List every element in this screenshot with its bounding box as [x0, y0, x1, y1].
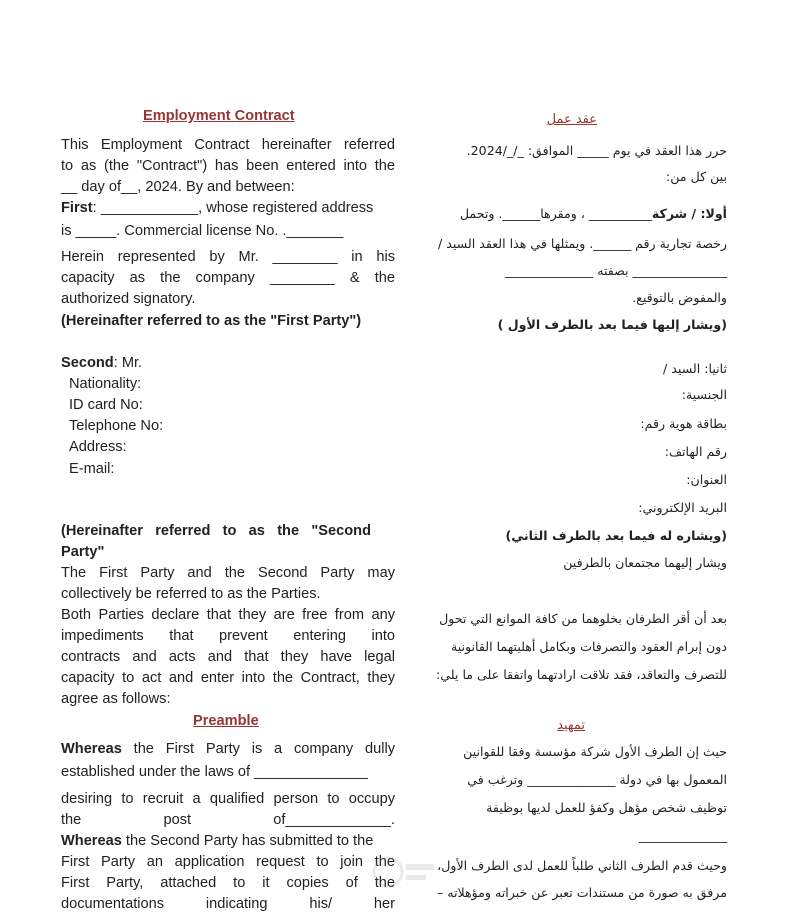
rep-line-1: Herein represented by Mr. ________ in his — [61, 249, 395, 265]
ar-first-details: __________ ، ومقرها______. وتحمل — [459, 206, 652, 221]
field-telephone: Telephone No: — [69, 418, 164, 434]
rep-line-2: capacity as the company ________ & the — [61, 270, 395, 286]
intro-line-2: to as (the "Contract") has been entered into the — [61, 158, 395, 174]
ar-field-nationality: الجنسية: — [681, 387, 727, 402]
declare-line-4: capacity to act and enter into the Contract, they — [61, 670, 395, 686]
watermark-logo-icon — [368, 852, 438, 892]
first-details: : ____________, whose registered address — [92, 200, 374, 216]
ar-declare-2: دون إبرام العقود والتصرفات وبكامل أهليتهما القانونية — [450, 639, 727, 654]
arabic-title: عقد عمل — [546, 112, 597, 127]
first-party-line — [61, 198, 373, 219]
parties-line-2: collectively be referred to as the Parties. — [61, 586, 321, 602]
rep-line-3: authorized signatory. — [61, 291, 196, 307]
ar-line-1: حرر هذا العقد في يوم _____ الموافق: _/_/2024. — [466, 143, 727, 158]
whereas2-line-3: First Party, attached to it copies of the — [61, 875, 395, 891]
second-mr: : Mr. — [113, 355, 143, 371]
first-license-line: is _____. Commercial license No. ._______ — [61, 223, 344, 239]
ar-line-2: بين كل من: — [665, 169, 727, 184]
field-id-card: ID card No: — [69, 397, 143, 413]
declare-line-5: agree as follows: — [61, 691, 171, 707]
english-title: Employment Contract — [143, 108, 295, 124]
second-party-line — [61, 353, 142, 374]
second-party-ref-2: Party" — [61, 544, 105, 560]
first-label: First — [61, 200, 93, 216]
ar-preamble-title: تمهيد — [557, 718, 585, 733]
ar-pre2-1: وحيث قدم الطرف الثاني طلباً للعمل لدى الطرف الأول، — [437, 858, 727, 873]
first-party-ref: (Hereinafter referred to as the "First Party") — [61, 313, 362, 329]
parties-line-1: The First Party and the Second Party may — [61, 565, 395, 581]
whereas1b-line-2: the post of_____________. — [61, 812, 395, 828]
whereas-label-1: Whereas — [61, 741, 122, 757]
ar-first-label: أولا: / شركة — [651, 206, 727, 221]
whereas1-line-2: established under the laws of ______________ — [61, 764, 368, 780]
ar-declare-1: بعد أن أقر الطرفان بخلوهما من كافة الموانع التي تحول — [439, 611, 727, 626]
ar-field-id-card: بطاقة هوية رقم: — [640, 416, 727, 431]
declare-line-2: impediments that prevent entering into — [61, 628, 395, 644]
ar-second-line: ثانيا: السيد / — [663, 361, 727, 376]
whereas2-line-1 — [61, 831, 373, 852]
declare-line-3: contracts and acts and that they have legal — [61, 649, 395, 665]
ar-pre1-4: ______________ — [638, 828, 727, 843]
ar-field-email: البريد الإلكتروني: — [638, 500, 727, 515]
ar-field-address: العنوان: — [686, 472, 727, 487]
field-nationality: Nationality: — [69, 376, 142, 392]
ar-line-6: والمفوض بالتوقيع. — [632, 290, 727, 305]
field-email: E-mail: — [69, 461, 115, 477]
whereas1-line-1 — [61, 739, 395, 760]
ar-pre1-3: توظيف شخص مؤهل وكفؤ للعمل لديها بوظيفة — [486, 800, 727, 815]
ar-pre1-2: المعمول بها في دولة ______________ وترغب في — [467, 772, 727, 787]
ar-pre2-2: مرفق به صورة من مستندات تعبر عن خبراته ومؤهلاته – — [436, 885, 727, 900]
intro-line-1: This Employment Contract hereinafter referred — [61, 137, 395, 153]
whereas1-text: the First Party is a company dully — [121, 741, 395, 757]
preamble-title: Preamble — [193, 713, 259, 729]
second-party-ref-1: (Hereinafter referred to as the "Second — [61, 523, 371, 539]
ar-declare-3: للتصرف والتعاقد، فقد تلاقت ارادتهما واتفقا على ما يلي: — [436, 667, 727, 682]
ar-line-4: رخصة تجارية رقم ______. ويمثلها في هذا العقد السيد / — [437, 236, 727, 251]
second-label: Second — [61, 355, 114, 371]
ar-line-5: _______________ بصفته ______________ — [505, 263, 727, 278]
intro-line-3: __ day of__, 2024. By and between: — [61, 179, 295, 195]
whereas1b-line-1: desiring to recruit a qualified person to occupy — [61, 791, 395, 807]
field-address: Address: — [69, 439, 127, 455]
ar-line-3 — [460, 203, 727, 224]
whereas-label-2: Whereas — [61, 833, 122, 849]
ar-second-party-ref: (ويشاره له فيما بعد بالطرف الثاني) — [505, 528, 727, 543]
ar-together: ويشار إليهما مجتمعان بالطرفين — [563, 555, 727, 570]
whereas2-text: the Second Party has submitted to the — [121, 833, 374, 849]
ar-field-telephone: رقم الهاتف: — [664, 444, 727, 459]
whereas2-line-4: documentations indicating his/ her — [61, 896, 395, 912]
whereas2-line-2: First Party an application request to join the — [61, 854, 395, 870]
ar-pre1-1: حيث إن الطرف الأول شركة مؤسسة وفقا للقوانين — [463, 744, 727, 759]
ar-first-party-ref: (ويشار إليها فيما بعد بالطرف الأول ) — [497, 317, 727, 332]
declare-line-1: Both Parties declare that they are free from any — [61, 607, 395, 623]
